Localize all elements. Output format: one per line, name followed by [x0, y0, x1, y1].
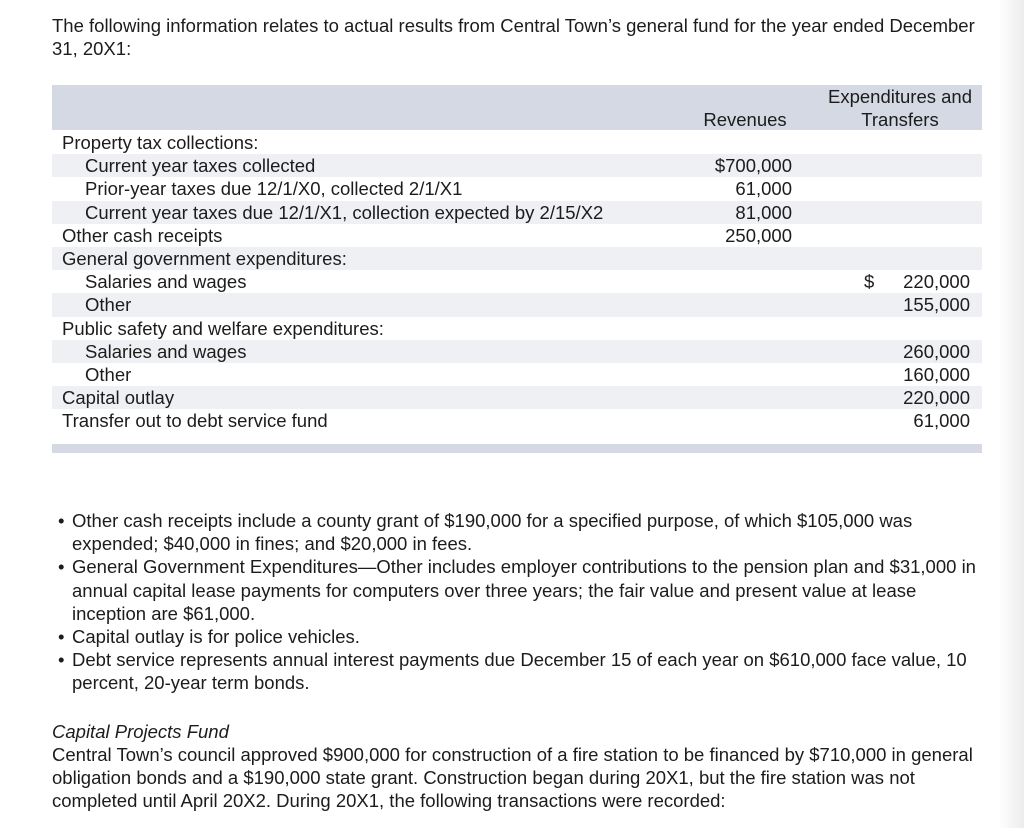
row-label: Public safety and welfare expenditures:: [62, 317, 384, 339]
note-text: Capital outlay is for police vehicles.: [72, 626, 360, 648]
expenditure-value: 260,000: [903, 340, 970, 362]
row-label: General government expenditures:: [62, 247, 347, 269]
table-row: [52, 409, 982, 432]
page-edge-shadow: [998, 0, 1024, 828]
row-label: Salaries and wages: [85, 340, 247, 362]
general-fund-table: [52, 131, 982, 432]
notes-list: [52, 509, 992, 695]
table-row: [52, 177, 982, 200]
expenditure-value: 160,000: [903, 363, 970, 385]
revenue-value: 250,000: [725, 224, 792, 246]
revenue-value: 61,000: [735, 178, 792, 200]
note-text: Other cash receipts include a county grant of $190,000 for a specified purpose, of which $105,000 was expended; $40,000 in fines; and $20,000 in fees.: [72, 510, 913, 555]
revenues-column-header: Revenues: [703, 109, 787, 130]
list-item: [52, 648, 992, 694]
section-body: Central Town’s council approved $900,000 for construction of a fire station to be financed by $710,000 in general obligation bonds and a $190,000 state grant. Construction began during 20X1, but the fire station was not completed until April 20X2. During 20X1, the following transactions were recorded:: [52, 744, 973, 812]
table-row: [52, 201, 982, 224]
note-text: Debt service represents annual interest payments due December 15 of each year on $610,000 face value, 10 percent, 20-year term bonds.: [72, 649, 967, 694]
expenditure-value: 220,000: [903, 271, 970, 293]
table-row: [52, 224, 982, 247]
list-item: [52, 509, 992, 555]
currency-symbol: $: [864, 271, 875, 293]
bullet-icon: •: [58, 649, 65, 671]
row-label: Other: [85, 363, 132, 385]
table-row: [52, 270, 982, 293]
list-item: [52, 555, 992, 625]
row-label: Other cash receipts: [62, 224, 223, 246]
table-row: [52, 386, 982, 409]
row-label: Other: [85, 294, 132, 316]
row-label: Transfer out to debt service fund: [62, 410, 328, 432]
table-row: [52, 247, 982, 270]
table-row: [52, 131, 982, 154]
table-footer-band: [52, 444, 982, 453]
table-row: [52, 154, 982, 177]
expenditure-value: 61,000: [913, 410, 970, 432]
row-label: Property tax collections:: [62, 132, 259, 153]
row-label: Current year taxes collected: [85, 155, 316, 177]
expenditures-column-header: Expenditures and Transfers: [828, 86, 972, 130]
table-row: [52, 293, 982, 316]
table-row: [52, 363, 982, 386]
expenditure-value: 220,000: [903, 387, 970, 409]
row-label: Salaries and wages: [85, 271, 247, 293]
section-title: Capital Projects Fund: [52, 721, 229, 742]
table-row: [52, 317, 982, 340]
bullet-icon: •: [58, 626, 65, 648]
row-label: Current year taxes due 12/1/X1, collection expected by 2/15/X2: [85, 201, 604, 223]
table-row: [52, 340, 982, 363]
bullet-icon: •: [58, 510, 65, 531]
revenue-value: 81,000: [735, 201, 792, 223]
revenue-value: $700,000: [714, 155, 792, 177]
intro-paragraph: The following information relates to actual results from Central Town’s general fund for the year ended December 31, 20X1:: [52, 15, 975, 59]
row-label: Capital outlay: [62, 387, 175, 409]
expenditure-value: 155,000: [903, 294, 970, 316]
bullet-icon: •: [58, 556, 65, 578]
row-label: Prior-year taxes due 12/1/X0, collected 2/1/X1: [85, 178, 463, 200]
note-text: General Government Expenditures—Other includes employer contributions to the pension plan and $31,000 in annual capital lease payments for computers over three years; the fair value and present value at lease inception are $61,000.: [72, 556, 976, 624]
list-item: [52, 625, 992, 648]
